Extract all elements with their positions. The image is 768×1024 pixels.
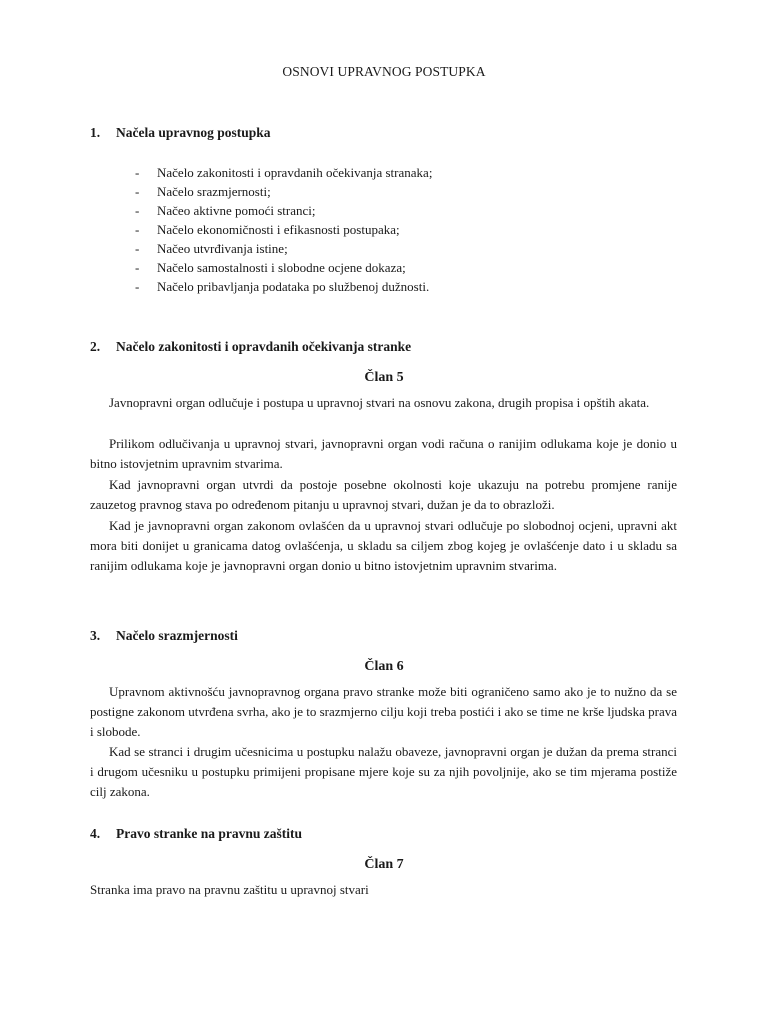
section-title: Načelo zakonitosti i opravdanih očekivanja stranke [116, 339, 412, 354]
section-2-heading [90, 339, 411, 355]
list-item: - Načelo srazmjernosti; [135, 184, 271, 199]
section-title: Pravo stranke na pravnu zaštitu [116, 826, 303, 841]
paragraph: Prilikom odlučivanja u upravnoj stvari, javnopravni organ vodi računa o ranijim odlukama koje je donio u bitno istovjetnim upravnim stvarima. [90, 436, 677, 471]
article-6-title: Član 6 [364, 659, 404, 674]
section-1-heading [90, 125, 271, 141]
article-7-title: Član 7 [364, 857, 404, 872]
section-number: 4. [90, 826, 101, 841]
document-title: OSNOVI UPRAVNOG POSTUPKA [282, 64, 486, 79]
list-item: - Načelo zakonitosti i opravdanih očekivanja stranaka; [135, 165, 433, 180]
list-item: - Načelo ekonomičnosti i efikasnosti postupaka; [135, 222, 400, 237]
list-item: - Načeo utvrđivanja istine; [135, 241, 288, 256]
section-number: 2. [90, 339, 101, 354]
article-5-title: Član 5 [364, 370, 404, 385]
section-title: Načelo srazmjernosti [116, 628, 238, 643]
section-number: 1. [90, 125, 101, 140]
list-item: - Načeo aktivne pomoći stranci; [135, 203, 316, 218]
paragraph: Kad se stranci i drugim učesnicima u postupku nalažu obaveze, javnopravni organ je dužan da prema stranci i drugom učesniku u postupku primijeni propisane mjere koje su za njih povoljnije, ako se tim mjerama postiže cilj zakona. [90, 744, 677, 799]
list-item: - Načelo pribavljanja podataka po službenoj dužnosti. [135, 279, 430, 294]
paragraph: Stranka ima pravo na pravnu zaštitu u upravnoj stvari [90, 882, 369, 897]
list-item: - Načelo samostalnosti i slobodne ocjene dokaza; [135, 260, 406, 275]
section-number: 3. [90, 628, 101, 643]
section-3-heading [90, 628, 238, 644]
paragraph: Upravnom aktivnošću javnopravnog organa pravo stranke može biti ograničeno samo ako je to nužno da se postigne zakonom utvrđena svrha, ako je to srazmjerno cilju koji treba postići i ako se time ne krše ljudska prava i slobode. [90, 684, 677, 739]
paragraph: Kad javnopravni organ utvrdi da postoje posebne okolnosti koje ukazuju na potrebu promjene ranije zauzetog pravnog stava po određenom pitanju u upravnoj stvari, dužan je da to obrazloži. [90, 477, 677, 512]
paragraph: Javnopravni organ odlučuje i postupa u upravnoj stvari na osnovu zakona, drugih propisa i opštih akata. [109, 395, 650, 410]
paragraph: Kad je javnopravni organ zakonom ovlašćen da u upravnoj stvari odlučuje po slobodnoj ocjeni, upravni akt mora biti donijet u granicama datog ovlašćenja, u skladu sa ciljem zbog kojeg je ovlašćenje dato i u skladu sa ranijim odlukama koje je javnopravni organ donio u bitno istovjetnim upravnim stvarima. [90, 518, 677, 573]
principles-list [135, 163, 432, 296]
section-4-heading [90, 826, 302, 842]
section-title: Načela upravnog postupka [116, 125, 271, 140]
